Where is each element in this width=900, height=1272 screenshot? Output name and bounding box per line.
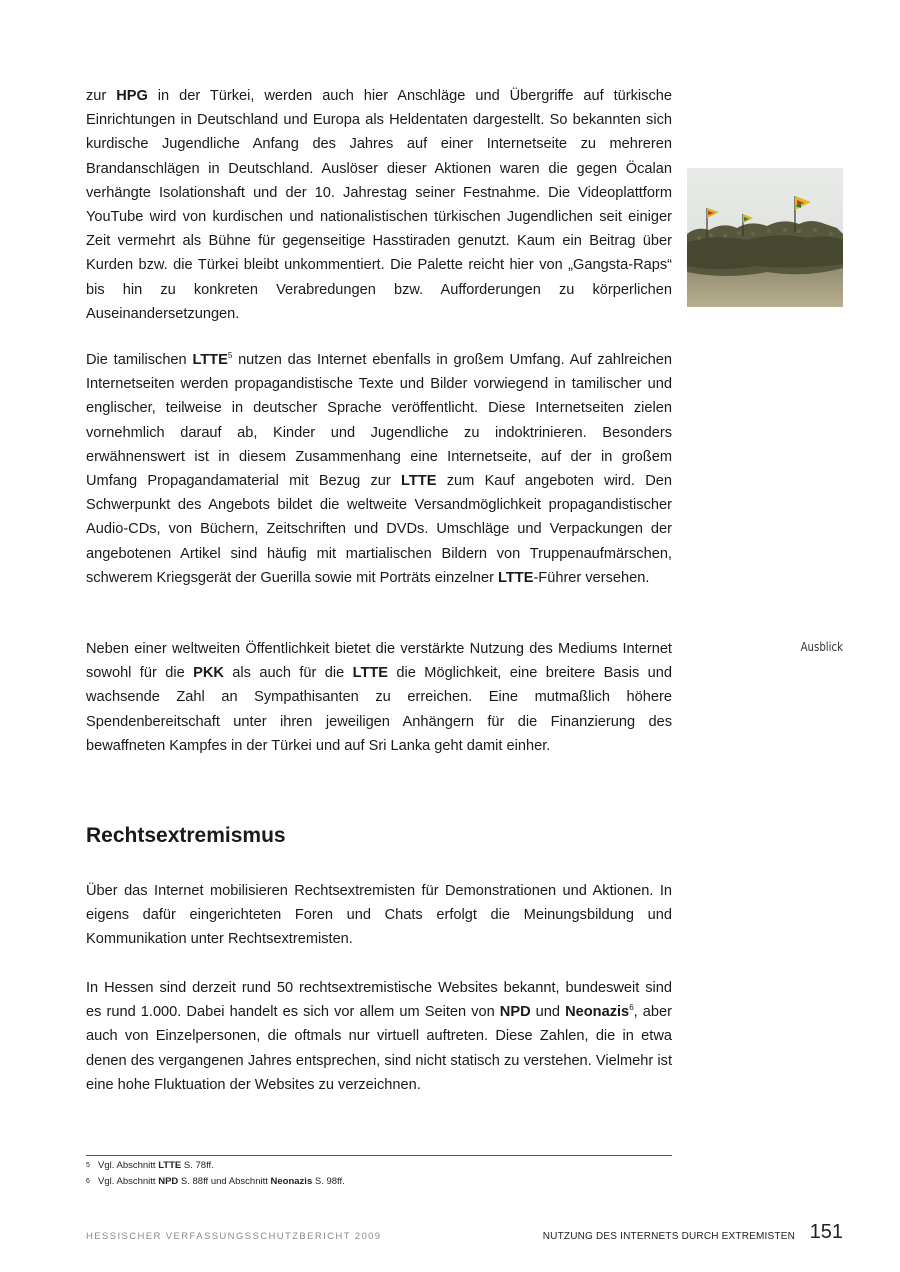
term-ltte: LTTE bbox=[498, 569, 534, 586]
paragraph-hpg: zur HPG in der Türkei, werden auch hier Anschläge und Übergriffe auf türkische Einrichtungen in Deutschland und Europa als Heldentaten dargestellt. So bekannten sich kurdische Jugendliche Anfang des Jahres auf einer Internetseite zu mehreren Brandanschlägen in Deutschland. Auslöser dieser Aktionen waren die gegen Öcalan verhängte Isolationshaft und der 10. Jahrestag seiner Festnahme. Die Videoplattform YouTube wird von kurdischen und nationalistischen türkischen Jugendlichen seit einiger Zeit vermehrt als Bühne für gegenseitige Hasstiraden genutzt. Kaum ein Beitrag über Kurden bzw. die Türkei bleibt unkommentiert. Die Palette reicht hier von „Gangsta-Raps“ bis hin zu konkreten Verabredungen bzw. Aufforderungen zu körperlichen Auseinandersetzungen. bbox=[86, 88, 672, 322]
section-heading-rechtsextremismus: Rechtsextremismus bbox=[86, 824, 286, 847]
term-pkk: PKK bbox=[193, 665, 224, 682]
term-ltte: LTTE bbox=[352, 665, 389, 682]
photo-flag-rally bbox=[687, 168, 843, 307]
term-ltte: LTTE bbox=[192, 352, 228, 368]
margin-note-ausblick: Ausblick bbox=[800, 640, 843, 654]
footer-publication-title: HESSISCHER VERFASSUNGSSCHUTZBERICHT 2009 bbox=[86, 1231, 382, 1242]
footnote-5: 5 Vgl. Abschnitt LTTE S. 78ff. bbox=[86, 1160, 214, 1171]
footer-chapter-title: NUTZUNG DES INTERNETS DURCH EXTREMISTEN bbox=[542, 1231, 795, 1242]
footnotes bbox=[86, 1158, 672, 1190]
photo-flag-rally-image bbox=[687, 168, 843, 307]
term-ltte: LTTE bbox=[401, 473, 437, 490]
footnote-ref-6: 6 bbox=[629, 1003, 634, 1013]
footnote-ref-5: 5 bbox=[227, 351, 233, 361]
paragraph-ausblick: Neben einer weltweiten Öffentlichkeit bietet die verstärkte Nutzung des Mediums Internet sowohl für die PKK als auch für die LTTE die Möglichkeit, eine breitere Basis und wachsende Zahl an Sympathisanten zu erreichen. Eine mutmaßlich höhere Spendenbereitschaft unter ihren jeweiligen Anhängern für die Finanzierung des bewaffneten Kampfes in der Türkei und auf Sri Lanka geht damit einher. bbox=[86, 641, 672, 754]
paragraph-websites: In Hessen sind derzeit rund 50 rechtsextremistische Websites bekannt, bundesweit sind es rund 1.000. Dabei handelt es sich vor allem um Seiten von NPD und Neonazis$^6$, aber auch von Einzelpersonen, die oftmals nur virtuell auftreten. Diese Zahlen, die in etwa denen des vergangenen Jahres entsprechen, sind nicht statisch zu verstehen. Vielmehr ist eine hohe Fluktuation der Websites zu verzeichnen. bbox=[86, 980, 672, 1093]
page-number: 151 bbox=[809, 1221, 843, 1243]
paragraph-ltte: Die tamilischen LTTE$^5$ nutzen das Internet ebenfalls in großem Umfang. Auf zahlreichen Internetseiten werden propagandistische Texte und Bilder vorwiegend in tamilischer und englischer, teilweise in deutscher Sprache veröffentlicht. Diese Internetseiten zielen vornehmlich darauf ab, Kinder und Jugendliche zu indoktrinieren. Besonders erwähnenswert ist in diesem Zusammenhang eine Internetseite, auf der in großem Umfang Propagandamaterial mit Bezug zur LTTE zum Kauf angeboten wird. Den Schwerpunkt des Angebots bildet die weltweite Versandmöglichkeit propagandistischer Audio-CDs, von Büchern, Zeitschriften und DVDs. Umschläge und Verpackungen der angebotenen Artikel sind häufig mit martialischen Bildern von Truppenaufmärschen, schwerem Kriegsgerät der Guerilla sowie mit Porträts einzelner LTTE-Führer versehen. bbox=[86, 351, 672, 586]
term-neonazis: Neonazis bbox=[565, 1004, 630, 1021]
footnote-divider bbox=[86, 1155, 672, 1156]
footnote-6: 6 Vgl. Abschnitt NPD S. 88ff und Abschnitt Neonazis S. 98ff. bbox=[86, 1176, 345, 1187]
paragraph-mobilisierung: Über das Internet mobilisieren Rechtsextremisten für Demonstrationen und Aktionen. In eigens dafür eingerichteten Foren und Chats erfolgt die Meinungsbildung und Kommunikation unter Rechtsextremisten. bbox=[86, 883, 672, 948]
term-hpg: HPG bbox=[116, 88, 148, 104]
term-npd: NPD bbox=[499, 1004, 531, 1021]
